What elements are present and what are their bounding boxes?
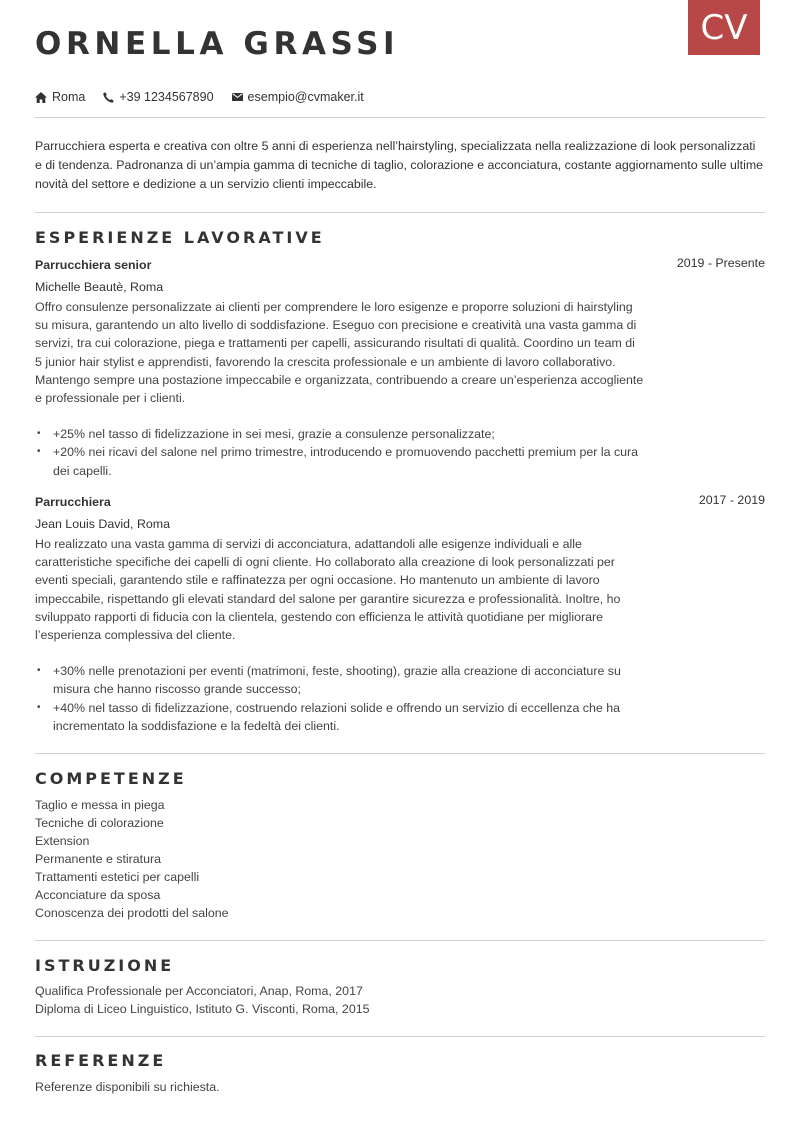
contact-phone-text: +39 1234567890 xyxy=(119,90,214,104)
job-entry xyxy=(35,495,765,735)
job-company: Jean Louis David, Roma xyxy=(35,517,170,531)
job-date: 2019 - Presente xyxy=(676,256,765,270)
skill-item: Permanente e stiratura xyxy=(35,852,162,866)
cv-badge-label: CV xyxy=(700,7,748,48)
job-title: Parrucchiera xyxy=(35,495,111,509)
skill-item: Tecniche di colorazione xyxy=(35,816,164,830)
skill-item: Conoscenza dei prodotti del salone xyxy=(35,906,229,920)
achievement-item: • +20% nei ricavi del salone nel primo trimestre, introducendo e promuovendo pacchetti premium per la cura dei capelli. xyxy=(35,443,641,479)
skill-item: Trattamenti estetici per capelli xyxy=(35,870,200,884)
references-section-title: REFERENZE xyxy=(35,1051,167,1070)
job-company: Michelle Beautè, Roma xyxy=(35,280,164,294)
references-text: Referenze disponibili su richiesta. xyxy=(35,1080,220,1094)
divider xyxy=(35,1036,765,1037)
job-achievements xyxy=(35,662,641,735)
skills-section-title: COMPETENZE xyxy=(35,769,187,788)
contact-email-text[interactable]: esempio@cvmaker.it xyxy=(247,90,364,104)
job-entry xyxy=(35,258,765,480)
education-item: Qualifica Professionale per Acconciatori, Anap, Roma, 2017 xyxy=(35,984,363,998)
resume-page xyxy=(35,0,765,1132)
contact-phone xyxy=(103,90,213,104)
envelope-icon xyxy=(232,93,243,101)
job-description: Ho realizzato una vasta gamma di servizi di acconciatura, adattandoli alle esigenze individuali e alle caratteristiche specifiche dei capelli di ogni cliente. Ho collaborato alla creazione di look personalizzati per eventi speciali, garantendo stile e raffinatezza per ogni occasione. Ho mantenuto un ambiente di lavoro impeccabile, rispettando gli elevati standard del salone per garantire sicurezza e professionalità. Inoltre, ho sviluppato rapporti di fiducia con la clientela, gestendo con efficienza le attività quotidiane per migliorare l’esperienza complessiva del cliente. xyxy=(35,537,621,643)
job-achievements xyxy=(35,425,641,480)
divider xyxy=(35,753,765,754)
achievement-item: • +40% nel tasso di fidelizzazione, costruendo relazioni solide e offrendo un servizio di eccellenza che ha incrementato la soddisfazione e la fedeltà dei clienti. xyxy=(35,699,641,735)
contact-email[interactable] xyxy=(232,90,364,104)
achievement-item: • +30% nelle prenotazioni per eventi (matrimoni, feste, shooting), grazie alla creazione di acconciature su misura che hanno riscosso grande successo; xyxy=(35,662,641,698)
phone-icon xyxy=(103,92,114,103)
profile-summary: Parrucchiera esperta e creativa con oltre 5 anni di esperienza nell’hairstyling, specializzata nella realizzazione di look personalizzati e di tendenza. Padronanza di un’ampia gamma di tecniche di taglio, colorazione e acconciatura, costante aggiornamento sulle ultime novità del settore e dedizione a un servizio clienti impeccabile. xyxy=(35,139,764,191)
education-section-title: ISTRUZIONE xyxy=(35,956,175,975)
contact-city xyxy=(35,90,85,104)
job-title: Parrucchiera senior xyxy=(35,258,152,272)
skill-item: Extension xyxy=(35,834,90,848)
skill-item: Taglio e messa in piega xyxy=(35,798,165,812)
skill-item: Acconciature da sposa xyxy=(35,888,161,902)
achievement-item: • +25% nel tasso di fidelizzazione in sei mesi, grazie a consulenze personalizzate; xyxy=(35,425,641,443)
job-date: 2017 - 2019 xyxy=(698,493,765,507)
candidate-name: ORNELLA GRASSI xyxy=(35,26,400,62)
skills-list xyxy=(35,796,229,922)
divider xyxy=(35,117,765,118)
education-item: Diploma di Liceo Linguistico, Istituto G. Visconti, Roma, 2015 xyxy=(35,1002,370,1016)
job-description: Offro consulenze personalizzate ai clienti per comprendere le loro esigenze e proporre soluzioni di hairstyling su misura, garantendo un alto livello di soddisfazione. Eseguo con precisione e creatività una vasta gamma di servizi, tra cui colorazione, piega e trattamenti per capelli, assicurando risultati di qualità. Coordino un team di 5 junior hair stylist e apprendisti, favorendo la crescita professionale e un ambiente di lavoro collaborativo. Mantengo sempre una postazione impeccabile e organizzata, contribuendo a creare un’esperienza accogliente e professionale per i clienti. xyxy=(35,300,644,406)
contact-city-text: Roma xyxy=(52,90,86,104)
contact-bar xyxy=(35,90,382,104)
divider xyxy=(35,940,765,941)
home-icon xyxy=(35,92,47,103)
education-list xyxy=(35,982,370,1018)
experience-section-title: ESPERIENZE LAVORATIVE xyxy=(35,228,325,247)
divider xyxy=(35,212,765,213)
